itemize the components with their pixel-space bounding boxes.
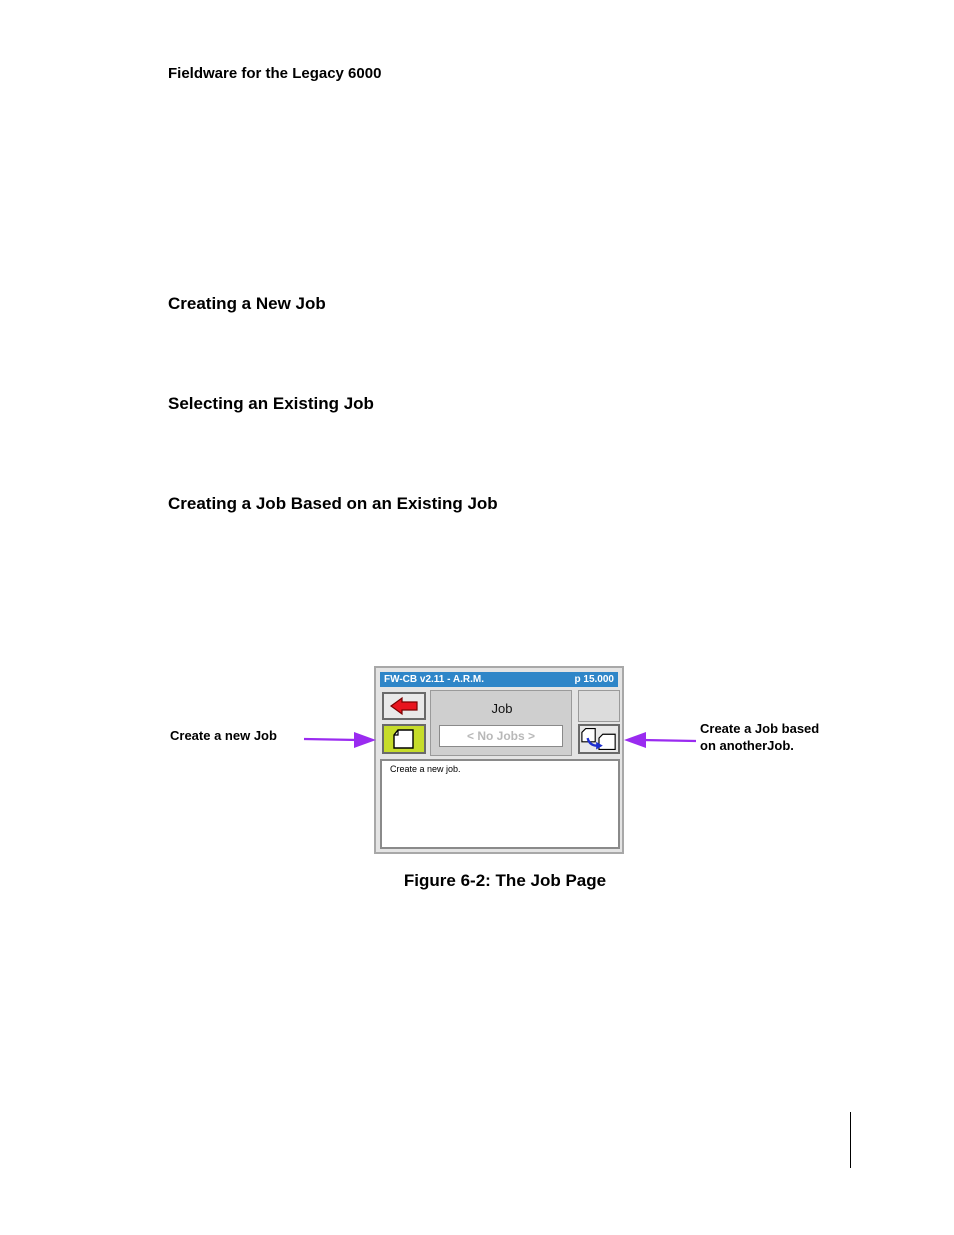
callout-arrow-left-icon (620, 728, 700, 752)
heading-creating-new-job: Creating a New Job (168, 294, 326, 313)
job-label: Job (491, 701, 513, 716)
empty-button-slot (578, 690, 620, 722)
device-titlebar (380, 672, 618, 687)
callout-right-line1: Create a Job based (700, 721, 820, 736)
device-title-right: p 15.000 (574, 674, 614, 685)
callout-create-job-based (700, 720, 819, 754)
heading-creating-job-based-on-existing: Creating a Job Based on an Existing Job (168, 494, 498, 513)
page-margin-rule (850, 1112, 851, 1168)
running-header: Fieldware for the Legacy 6000 (168, 65, 382, 82)
callout-arrow-right-icon (300, 728, 380, 752)
back-arrow-icon (389, 696, 419, 716)
help-text-area (380, 759, 620, 849)
heading-selecting-existing-job: Selecting an Existing Job (168, 394, 374, 413)
help-text: Create a new job. (390, 764, 461, 774)
copy-job-icon (580, 726, 618, 752)
job-panel (430, 690, 572, 756)
jobs-dropdown[interactable]: < No Jobs > (439, 725, 563, 747)
callout-right-line2: on anotherJob. (700, 738, 794, 753)
new-job-button[interactable] (382, 724, 426, 754)
copy-job-button[interactable] (578, 724, 620, 754)
device-title-left: FW-CB v2.11 - A.R.M. (384, 674, 484, 685)
job-page-screenshot (374, 666, 624, 854)
callout-create-new-job: Create a new Job (170, 728, 277, 743)
back-button[interactable] (382, 692, 426, 720)
figure-caption: Figure 6-2: The Job Page (403, 871, 607, 890)
new-document-icon (391, 727, 417, 751)
